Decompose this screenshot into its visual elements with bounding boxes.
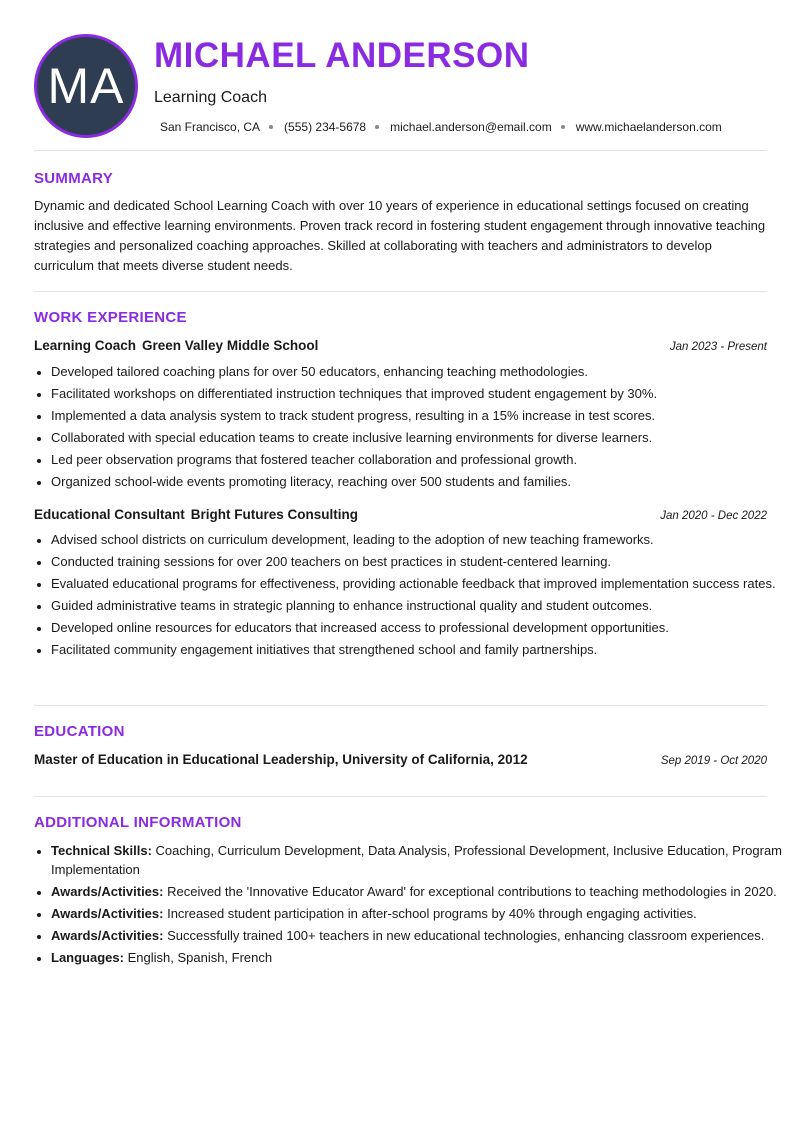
job-header — [34, 338, 767, 353]
item-text: Increased student participation in after-school programs by 40% through engaging activities. — [167, 906, 697, 921]
contact-website[interactable]: www.michaelanderson.com — [575, 120, 722, 134]
education-entry — [34, 752, 767, 767]
item-text: Received the 'Innovative Educator Award' for exceptional contributions to teaching methodologies in 2020. — [167, 884, 777, 899]
list-item — [51, 904, 786, 923]
divider — [34, 796, 767, 797]
list-item: • Facilitated workshops on differentiated instruction techniques that improved student engagement by 30%. — [51, 384, 786, 403]
additional-information-heading: ADDITIONAL INFORMATION — [34, 814, 242, 831]
list-item: • Collaborated with special education teams to create inclusive learning environments for diverse learners. — [51, 428, 786, 447]
item-label: Awards/Activities: — [51, 928, 164, 943]
job-bullets — [34, 362, 786, 494]
contact-line — [160, 120, 722, 134]
list-item: • Conducted training sessions for over 200 teachers on best practices in student-centered learning. — [51, 552, 786, 571]
divider — [34, 705, 767, 706]
job-position: Learning Coach — [34, 338, 137, 353]
job-title-line — [34, 338, 318, 353]
item-label: Languages: — [51, 950, 124, 965]
list-item — [51, 926, 786, 945]
divider — [34, 150, 767, 151]
item-text: Coaching, Curriculum Development, Data Analysis, Professional Development, Inclusive Education, Program Implementation — [51, 843, 783, 877]
separator-dot-icon — [375, 125, 379, 129]
job-dates: Jan 2023 - Present — [669, 341, 767, 353]
candidate-role: Learning Coach — [154, 89, 267, 106]
avatar-initials: MA — [47, 58, 125, 114]
summary-text: Dynamic and dedicated School Learning Coach with over 10 years of experience in educational settings focused on creating inclusive and effective learning environments. Proven track record in fostering student engagement through innovative teaching strategies and personalized coaching approaches. Skilled at collaborating with teachers and administrators to develop curriculum that meets diverse student needs. — [34, 198, 766, 273]
candidate-name: MICHAEL ANDERSON — [154, 36, 530, 75]
item-text: Successfully trained 100+ teachers in new educational technologies, enhancing classroom experiences. — [167, 928, 765, 943]
separator-dot-icon — [561, 125, 565, 129]
item-label: Technical Skills: — [51, 843, 152, 858]
list-item — [51, 948, 786, 967]
divider — [34, 291, 767, 292]
list-item — [51, 841, 786, 879]
item-label: Awards/Activities: — [51, 906, 164, 921]
summary-heading: SUMMARY — [34, 170, 114, 187]
list-item: • Evaluated educational programs for effectiveness, providing actionable feedback that improved implementation success rates. — [51, 574, 786, 593]
additional-info-list — [34, 841, 786, 970]
list-item: • Implemented a data analysis system to track student progress, resulting in a 15% increase in test scores. — [51, 406, 786, 425]
contact-email[interactable]: michael.anderson@email.com — [390, 120, 552, 134]
job-title-line — [34, 507, 358, 522]
item-text: English, Spanish, French — [127, 950, 273, 965]
work-experience-heading: WORK EXPERIENCE — [34, 309, 187, 326]
education-degree: Master of Education in Educational Leadership, University of California, 2012 — [34, 752, 528, 767]
list-item: • Led peer observation programs that fostered teacher collaboration and professional growth. — [51, 450, 786, 469]
avatar — [34, 34, 138, 138]
separator-dot-icon — [269, 125, 273, 129]
list-item: • Advised school districts on curriculum development, leading to the adoption of new teaching frameworks. — [51, 530, 786, 549]
list-item: • Organized school-wide events promoting literacy, reaching over 500 students and families. — [51, 472, 786, 491]
list-item — [51, 882, 786, 901]
list-item: • Facilitated community engagement initiatives that strengthened school and family partnerships. — [51, 640, 786, 659]
item-label: Awards/Activities: — [51, 884, 164, 899]
list-item: • Developed online resources for educators that increased access to professional development opportunities. — [51, 618, 786, 637]
education-dates: Sep 2019 - Oct 2020 — [660, 755, 767, 767]
contact-location: San Francisco, CA — [160, 120, 261, 134]
contact-phone: (555) 234-5678 — [284, 120, 367, 134]
job-bullets — [34, 530, 786, 662]
list-item: • Developed tailored coaching plans for over 50 educators, enhancing teaching methodologies. — [51, 362, 786, 381]
job-dates: Jan 2020 - Dec 2022 — [660, 510, 767, 522]
job-position: Educational Consultant — [34, 507, 185, 522]
job-header — [34, 507, 767, 522]
list-item: • Guided administrative teams in strategic planning to enhance instructional quality and student outcomes. — [51, 596, 786, 615]
job-company: Bright Futures Consulting — [190, 507, 358, 522]
education-heading: EDUCATION — [34, 723, 125, 740]
job-company: Green Valley Middle School — [142, 338, 319, 353]
